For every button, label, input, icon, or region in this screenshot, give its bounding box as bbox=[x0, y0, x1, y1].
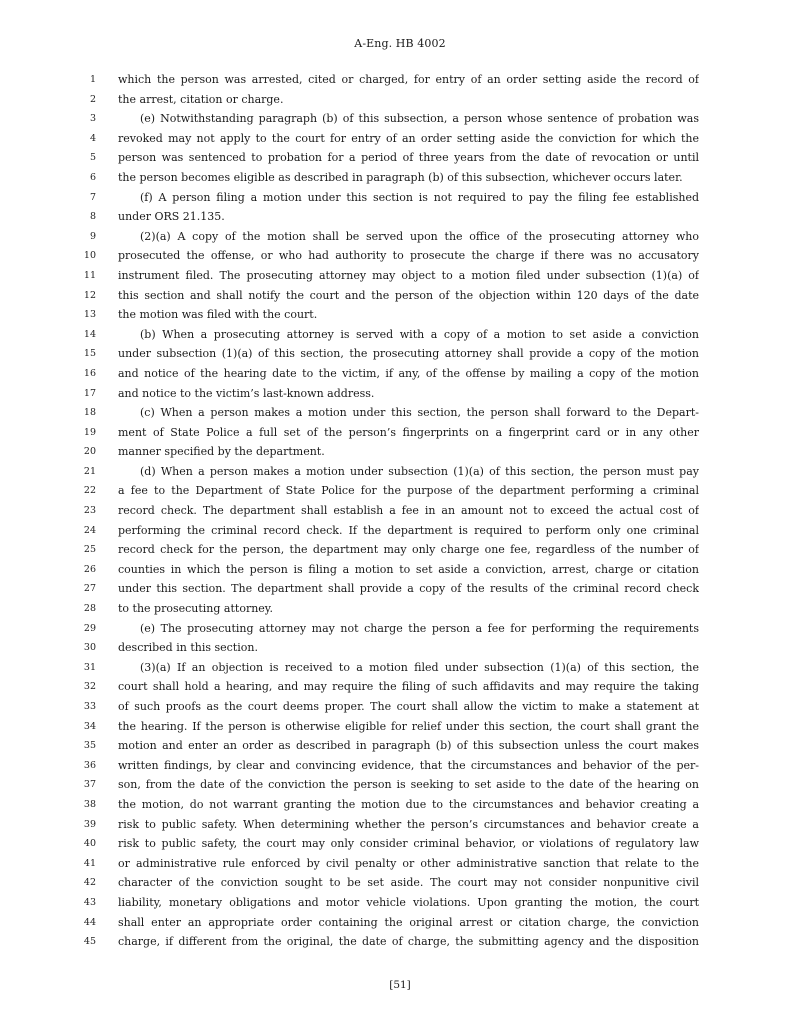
line-number: 43 bbox=[83, 896, 96, 908]
line-text: under this section. The department shall provide a copy of the results of the criminal record check bbox=[118, 582, 699, 596]
bill-line bbox=[0, 305, 800, 325]
bill-line bbox=[0, 619, 800, 639]
line-number: 22 bbox=[83, 485, 96, 497]
bill-line bbox=[0, 815, 800, 835]
line-text: (d) When a person makes a motion under subsection (1)(a) of this section, the person must pay bbox=[140, 464, 699, 478]
bill-line bbox=[0, 736, 800, 756]
bill-line bbox=[0, 384, 800, 404]
bill-line bbox=[0, 266, 800, 286]
line-number: 20 bbox=[83, 446, 96, 458]
line-text: (3)(a) If an objection is received to a motion filed under subsection (1)(a) of this section, the bbox=[140, 660, 699, 674]
line-text: the motion, do not warrant granting the motion due to the circumstances and behavior creating a bbox=[118, 797, 699, 811]
line-text: the motion was filed with the court. bbox=[118, 308, 318, 322]
line-number: 26 bbox=[83, 563, 96, 575]
line-number: 1 bbox=[89, 74, 96, 85]
line-text: performing the criminal record check. If the department is required to perform only one criminal bbox=[118, 523, 699, 537]
line-number: 35 bbox=[83, 740, 96, 752]
line-number: 21 bbox=[83, 465, 96, 477]
bill-text-body bbox=[0, 70, 800, 952]
bill-line bbox=[0, 168, 800, 188]
bill-line bbox=[0, 403, 800, 423]
bill-line bbox=[0, 188, 800, 208]
line-text: son, from the date of the conviction the person is seeking to set aside to the date of the hearing on bbox=[118, 778, 699, 792]
bill-line bbox=[0, 148, 800, 168]
bill-line bbox=[0, 462, 800, 482]
bill-line bbox=[0, 286, 800, 306]
line-number: 14 bbox=[83, 328, 96, 340]
line-text: risk to public safety. When determining whether the person’s circumstances and behavior create a bbox=[118, 817, 699, 831]
bill-line bbox=[0, 207, 800, 227]
bill-line bbox=[0, 658, 800, 678]
line-text: written findings, by clear and convincing evidence, that the circumstances and behavior of the per- bbox=[118, 758, 699, 772]
bill-line bbox=[0, 834, 800, 854]
line-number: 42 bbox=[83, 877, 96, 889]
line-number: 2 bbox=[89, 93, 96, 105]
line-text: the arrest, citation or charge. bbox=[118, 92, 284, 106]
line-text: under subsection (1)(a) of this section, the prosecuting attorney shall provide a copy of the motion bbox=[118, 347, 699, 361]
line-text: shall enter an appropriate order containing the original arrest or citation charge, the conviction bbox=[118, 915, 699, 929]
line-number: 13 bbox=[83, 309, 96, 321]
line-text: (e) The prosecuting attorney may not charge the person a fee for performing the requirements bbox=[140, 621, 699, 635]
line-number: 44 bbox=[83, 916, 96, 928]
bill-line bbox=[0, 246, 800, 266]
line-number: 33 bbox=[83, 701, 96, 712]
bill-line bbox=[0, 344, 800, 364]
line-number: 6 bbox=[89, 171, 96, 183]
line-text: and notice to the victim’s last-known address. bbox=[118, 386, 375, 400]
bill-line bbox=[0, 795, 800, 815]
line-number: 12 bbox=[83, 289, 96, 301]
bill-line bbox=[0, 893, 800, 913]
line-text: manner specified by the department. bbox=[118, 445, 325, 459]
line-number: 31 bbox=[83, 661, 96, 673]
line-text: which the person was arrested, cited or charged, for entry of an order setting aside the record of bbox=[118, 73, 699, 86]
line-number: 37 bbox=[83, 779, 96, 791]
line-number: 41 bbox=[83, 857, 96, 869]
line-number: 38 bbox=[83, 798, 96, 810]
page-header: A-Eng. HB 4002 bbox=[354, 37, 446, 50]
bill-line bbox=[0, 325, 800, 345]
bill-line bbox=[0, 540, 800, 560]
line-text: (2)(a) A copy of the motion shall be served upon the office of the prosecuting attorney who bbox=[140, 229, 699, 243]
bill-line bbox=[0, 521, 800, 541]
line-number: 45 bbox=[83, 936, 96, 948]
bill-line bbox=[0, 579, 800, 599]
bill-line bbox=[0, 638, 800, 658]
bill-line bbox=[0, 677, 800, 697]
line-text: (e) Notwithstanding paragraph (b) of this subsection, a person whose sentence of probation was bbox=[140, 112, 699, 126]
line-number: 10 bbox=[83, 250, 96, 262]
bill-line bbox=[0, 873, 800, 893]
line-number: 4 bbox=[89, 132, 96, 144]
line-text: motion and enter an order as described in paragraph (b) of this subsection unless the court makes bbox=[118, 739, 699, 753]
bill-line bbox=[0, 70, 800, 90]
bill-line bbox=[0, 442, 800, 462]
line-text: charge, if different from the original, the date of charge, the submitting agency and the disposition bbox=[118, 935, 699, 949]
bill-line bbox=[0, 364, 800, 384]
line-number: 5 bbox=[89, 152, 96, 164]
line-text: this section and shall notify the court and the person of the objection within 120 days of the date bbox=[118, 288, 699, 302]
line-number: 28 bbox=[83, 603, 96, 615]
line-number: 40 bbox=[83, 838, 96, 850]
line-text: person was sentenced to probation for a period of three years from the date of revocation or until bbox=[118, 151, 699, 165]
bill-line bbox=[0, 599, 800, 619]
line-text: instrument filed. The prosecuting attorney may object to a motion filed under subsection (1)(a) of bbox=[118, 268, 699, 282]
bill-line bbox=[0, 90, 800, 110]
line-text: a fee to the Department of State Police for the purpose of the department performing a criminal bbox=[118, 484, 699, 498]
bill-line bbox=[0, 423, 800, 443]
line-text: of such proofs as the court deems proper. The court shall allow the victim to make a statement at bbox=[118, 700, 699, 713]
line-number: 16 bbox=[83, 367, 96, 379]
bill-line bbox=[0, 697, 800, 717]
line-number: 32 bbox=[83, 681, 96, 693]
page-number: [51] bbox=[389, 979, 411, 991]
line-text: (f) A person filing a motion under this section is not required to pay the filing fee established bbox=[140, 190, 699, 204]
bill-line bbox=[0, 717, 800, 737]
line-text: described in this section. bbox=[118, 641, 258, 655]
line-number: 18 bbox=[83, 407, 96, 419]
line-text: counties in which the person is filing a motion to set aside a conviction, arrest, charge or citation bbox=[118, 562, 699, 576]
line-text: to the prosecuting attorney. bbox=[118, 602, 274, 616]
line-number: 24 bbox=[83, 524, 96, 536]
line-text: or administrative rule enforced by civil penalty or other administrative sanction that relate to the bbox=[118, 856, 699, 870]
line-text: character of the conviction sought to be set aside. The court may not consider nonpunitive civil bbox=[118, 876, 699, 890]
line-text: (b) When a prosecuting attorney is served with a copy of a motion to set aside a conviction bbox=[140, 327, 699, 341]
bill-line bbox=[0, 775, 800, 795]
line-number: 9 bbox=[89, 230, 96, 242]
line-text: the hearing. If the person is otherwise eligible for relief under this section, the court shall grant the bbox=[118, 719, 699, 733]
line-text: prosecuted the offense, or who had authority to prosecute the charge if there was no accusatory bbox=[118, 249, 699, 263]
bill-line bbox=[0, 756, 800, 776]
line-text: risk to public safety, the court may only consider criminal behavior, or violations of regulatory law bbox=[118, 837, 699, 851]
line-number: 19 bbox=[83, 426, 96, 438]
line-number: 3 bbox=[89, 113, 96, 125]
line-number: 7 bbox=[89, 191, 96, 203]
line-number: 30 bbox=[83, 642, 96, 654]
line-number: 34 bbox=[83, 720, 96, 732]
line-text: court shall hold a hearing, and may require the filing of such affidavits and may require the taking bbox=[118, 680, 699, 694]
line-text: revoked may not apply to the court for entry of an order setting aside the conviction for which the bbox=[118, 131, 699, 145]
line-number: 39 bbox=[83, 818, 96, 830]
line-number: 29 bbox=[83, 622, 96, 634]
line-text: liability, monetary obligations and motor vehicle violations. Upon granting the motion, the court bbox=[118, 895, 699, 909]
line-text: ment of State Police a full set of the person’s fingerprints on a fingerprint card or in any other bbox=[118, 425, 699, 439]
line-text: the person becomes eligible as described in paragraph (b) of this subsection, whichever occurs later. bbox=[118, 170, 683, 184]
bill-line bbox=[0, 481, 800, 501]
bill-line bbox=[0, 854, 800, 874]
line-number: 8 bbox=[89, 211, 96, 223]
line-text: record check for the person, the department may only charge one fee, regardless of the number of bbox=[118, 543, 699, 557]
line-text: and notice of the hearing date to the victim, if any, of the offense by mailing a copy of the motion bbox=[118, 366, 699, 380]
line-number: 17 bbox=[83, 387, 96, 399]
line-number: 23 bbox=[83, 505, 96, 517]
line-number: 11 bbox=[83, 269, 96, 281]
line-number: 27 bbox=[83, 583, 96, 595]
bill-line bbox=[0, 501, 800, 521]
line-text: record check. The department shall establish a fee in an amount not to exceed the actual cost of bbox=[118, 504, 699, 518]
line-number: 36 bbox=[83, 759, 96, 771]
line-text: under ORS 21.135. bbox=[118, 210, 225, 224]
bill-line bbox=[0, 227, 800, 247]
line-text: (c) When a person makes a motion under this section, the person shall forward to the Depart- bbox=[140, 406, 699, 420]
bill-line bbox=[0, 129, 800, 149]
line-number: 25 bbox=[83, 544, 96, 556]
line-number: 15 bbox=[83, 348, 96, 360]
bill-line bbox=[0, 932, 800, 952]
bill-line bbox=[0, 109, 800, 129]
bill-line bbox=[0, 560, 800, 580]
bill-line bbox=[0, 913, 800, 933]
